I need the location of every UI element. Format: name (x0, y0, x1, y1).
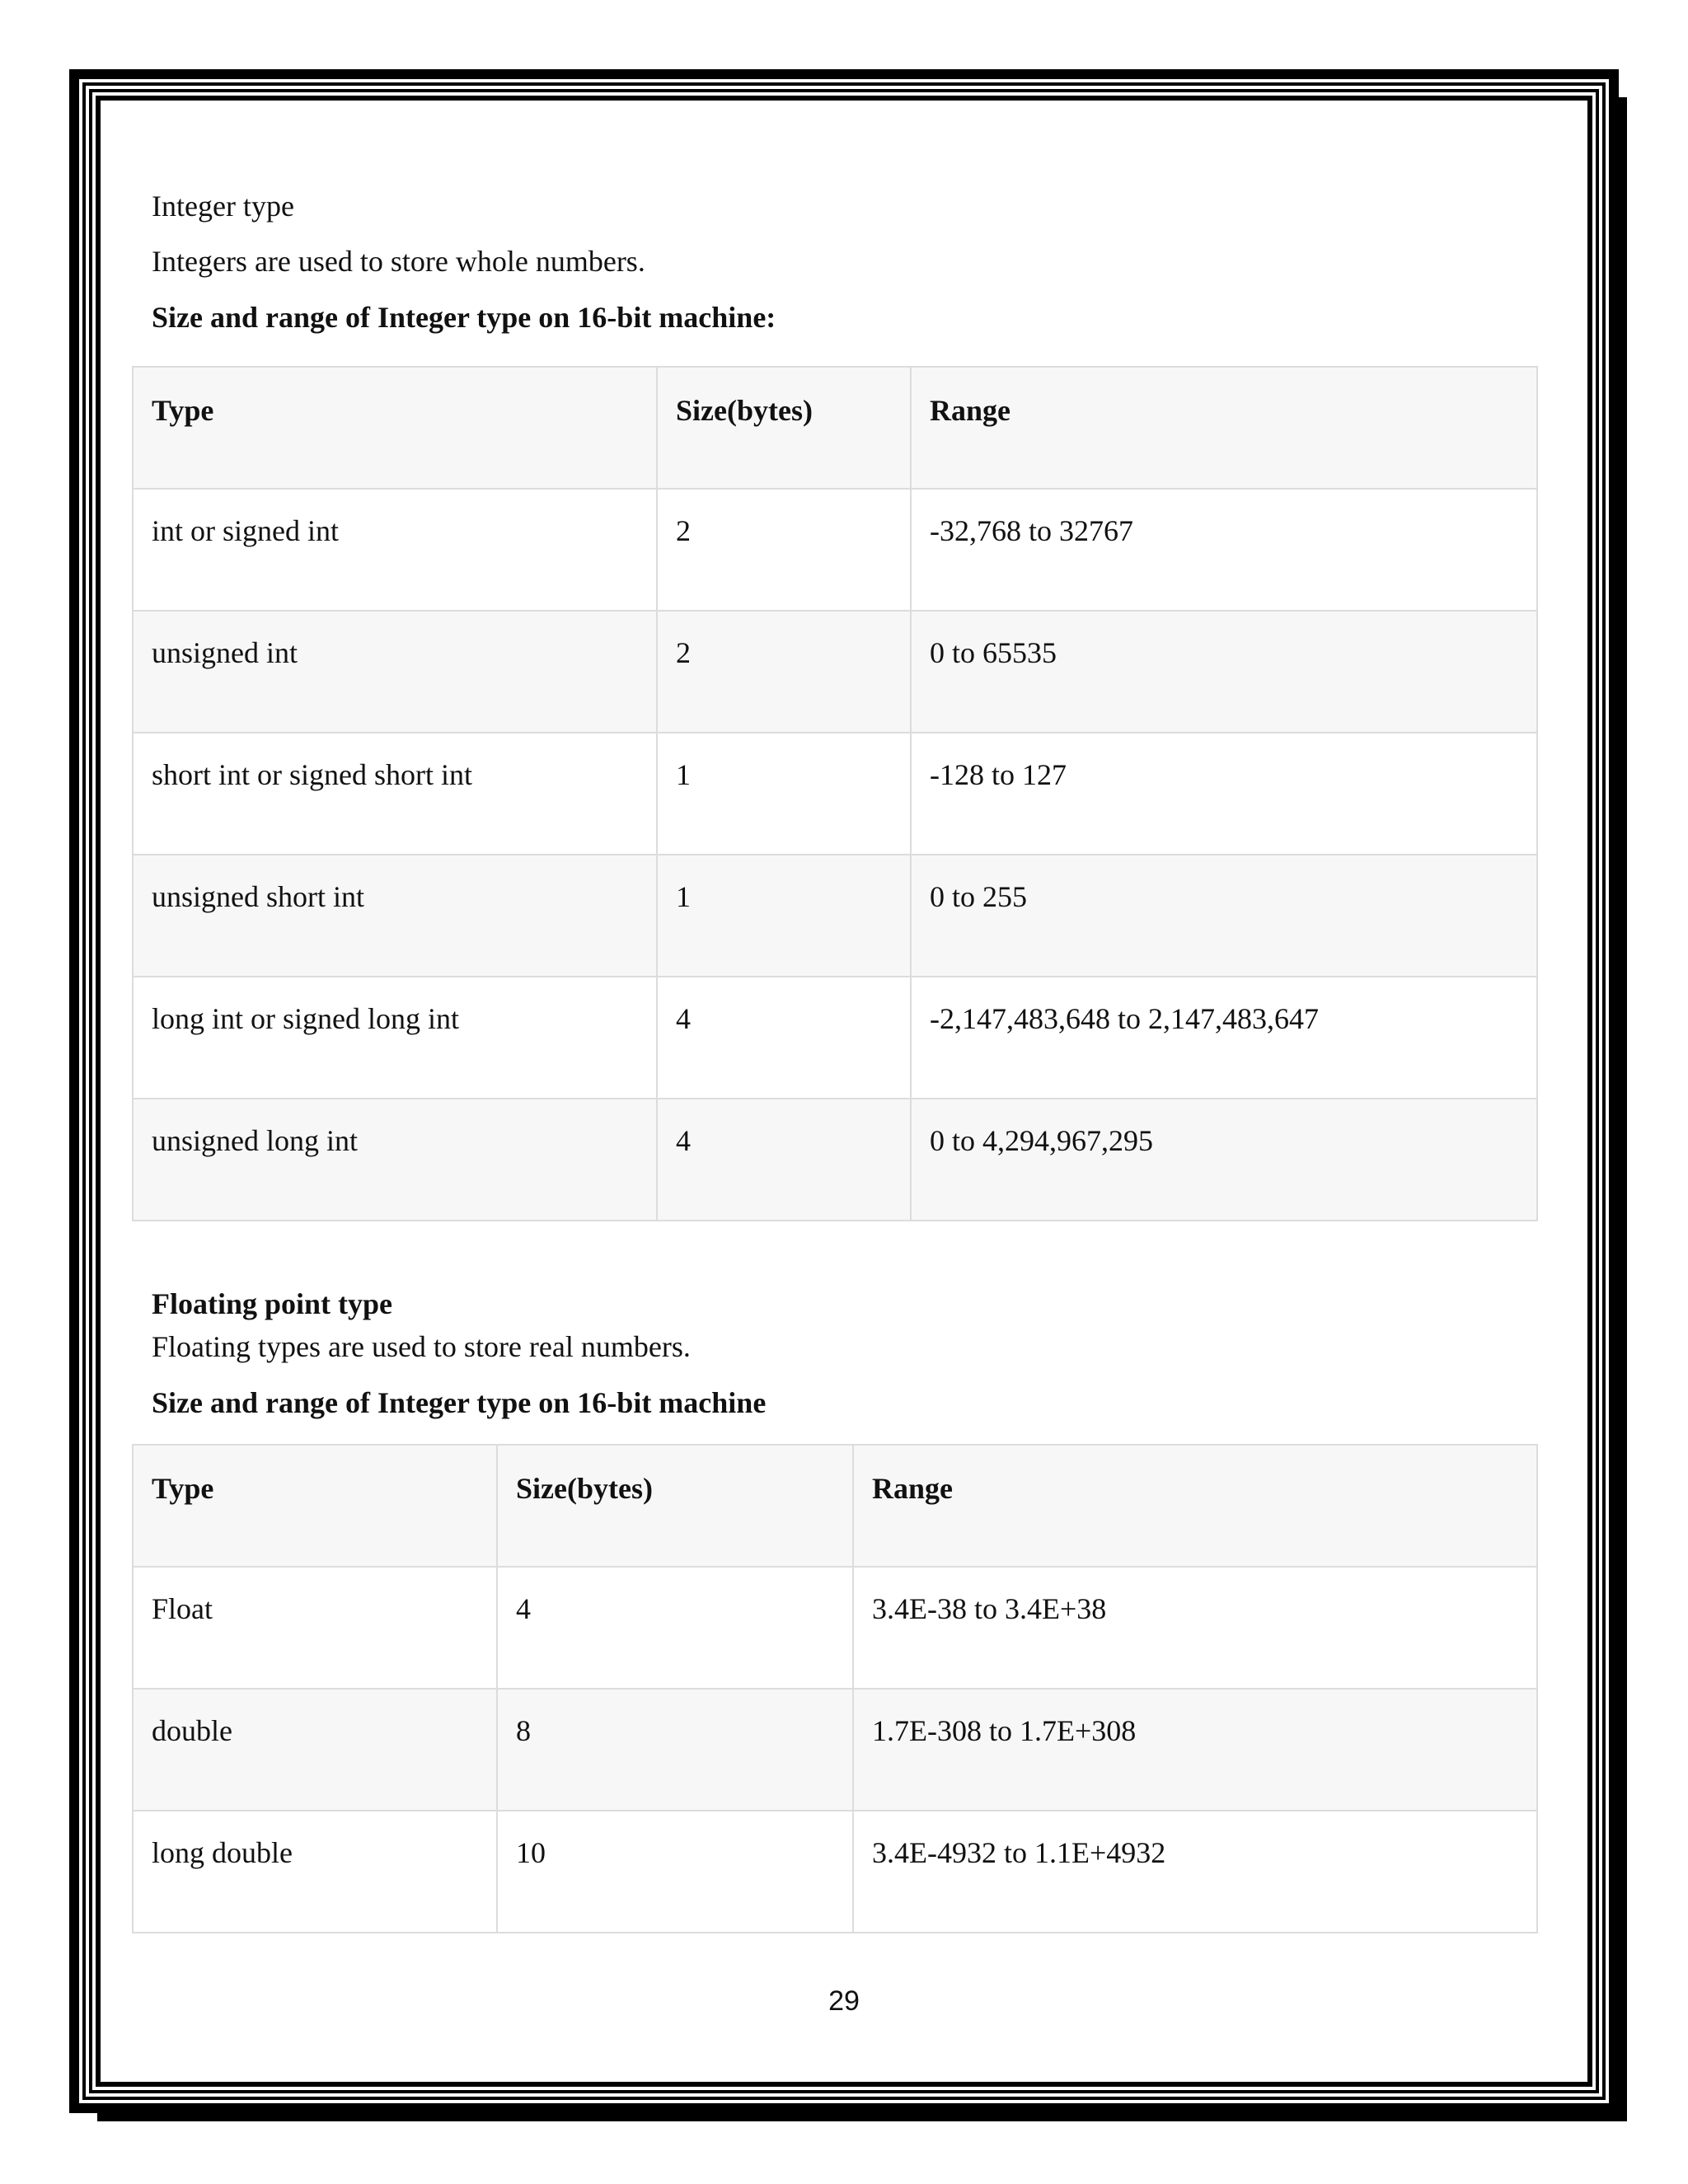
size-cell: 2 (657, 489, 911, 611)
integer-table-heading: Size and range of Integer type on 16-bit machine: (152, 301, 776, 334)
size-cell: 4 (657, 977, 911, 1099)
size-cell: 8 (497, 1689, 853, 1811)
type-cell: Float (133, 1567, 497, 1689)
type-cell: unsigned long int (133, 1099, 657, 1221)
type-cell: unsigned short int (133, 855, 657, 977)
table-header-row (133, 1445, 1537, 1567)
table-row (133, 611, 1537, 733)
type-cell: short int or signed short int (133, 733, 657, 855)
integer-type-table (132, 366, 1538, 1221)
range-cell: 0 to 4,294,967,295 (911, 1099, 1537, 1221)
range-cell: 0 to 255 (911, 855, 1537, 977)
type-cell: long double (133, 1811, 497, 1933)
table-header-row (133, 367, 1537, 489)
column-header-size: Size(bytes) (497, 1445, 853, 1567)
column-header-range: Range (911, 367, 1537, 489)
floating-point-type-table (132, 1444, 1538, 1933)
table-row (133, 1689, 1537, 1811)
size-cell: 1 (657, 733, 911, 855)
type-cell: int or signed int (133, 489, 657, 611)
table-row (133, 733, 1537, 855)
range-cell: -32,768 to 32767 (911, 489, 1537, 611)
column-header-type: Type (133, 1445, 497, 1567)
range-cell: -2,147,483,648 to 2,147,483,647 (911, 977, 1537, 1099)
integer-section-description: Integers are used to store whole numbers. (152, 245, 645, 278)
page-number: 29 (828, 1985, 860, 2017)
type-cell: unsigned int (133, 611, 657, 733)
size-cell: 4 (497, 1567, 853, 1689)
size-cell: 2 (657, 611, 911, 733)
float-section-title: Floating point type (152, 1287, 393, 1320)
table-row (133, 977, 1537, 1099)
type-cell: long int or signed long int (133, 977, 657, 1099)
range-cell: 0 to 65535 (911, 611, 1537, 733)
table-row (133, 1567, 1537, 1689)
column-header-size: Size(bytes) (657, 367, 911, 489)
range-cell: 3.4E-4932 to 1.1E+4932 (853, 1811, 1537, 1933)
table-row (133, 855, 1537, 977)
size-cell: 4 (657, 1099, 911, 1221)
size-cell: 10 (497, 1811, 853, 1933)
table-row (133, 489, 1537, 611)
type-cell: double (133, 1689, 497, 1811)
range-cell: 1.7E-308 to 1.7E+308 (853, 1689, 1537, 1811)
table-row (133, 1099, 1537, 1221)
range-cell: 3.4E-38 to 3.4E+38 (853, 1567, 1537, 1689)
column-header-type: Type (133, 367, 657, 489)
integer-section-title: Integer type (152, 190, 294, 223)
float-table-heading: Size and range of Integer type on 16-bit machine (152, 1386, 767, 1419)
float-section-description: Floating types are used to store real numbers. (152, 1330, 691, 1363)
size-cell: 1 (657, 855, 911, 977)
column-header-range: Range (853, 1445, 1537, 1567)
range-cell: -128 to 127 (911, 733, 1537, 855)
table-row (133, 1811, 1537, 1933)
